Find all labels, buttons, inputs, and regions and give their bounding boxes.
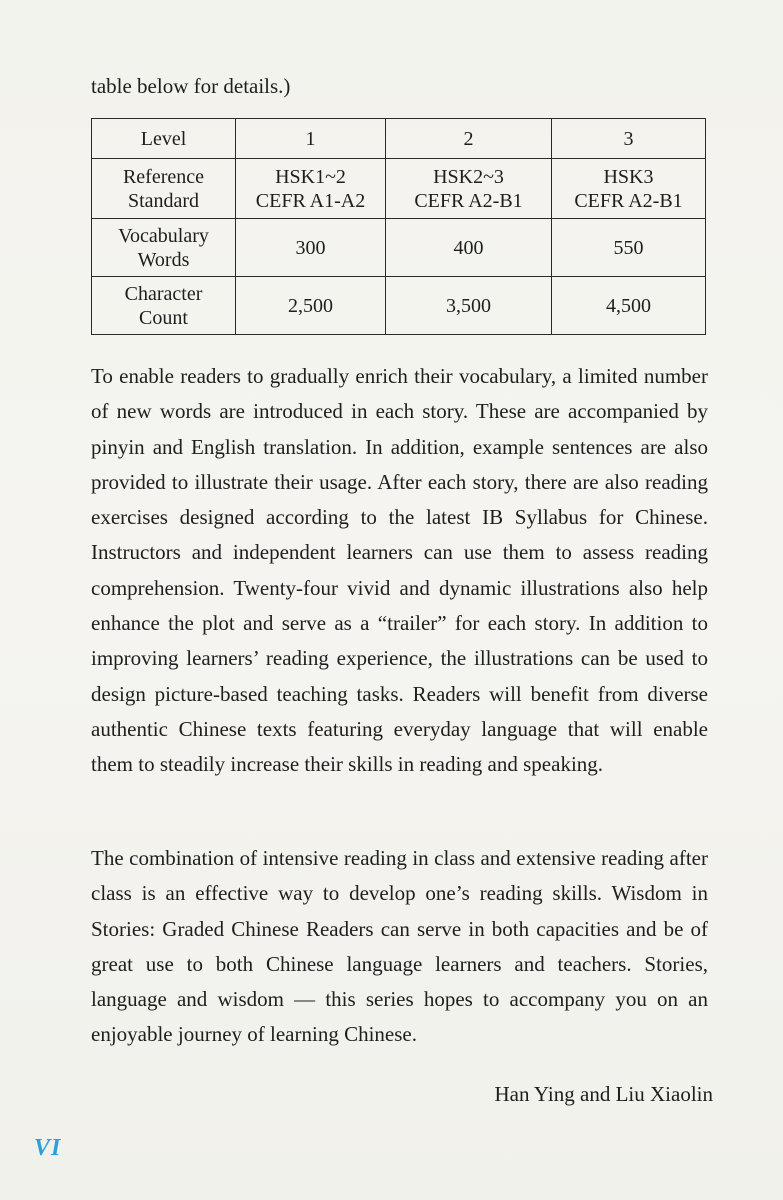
table-header-row [92,119,706,159]
paragraph-vocabulary: To enable readers to gradually enrich their vocabulary, a limited number of new words are introduced in each story. These are accompanied by pinyin and English translation. In addition, example sentences are also provided to illustrate their usage. After each story, there are also reading exercises designed according to the latest IB Syllabus for Chinese. Instructors and independent learners can use them to assess reading comprehension. Twenty-four vivid and dynamic illustrations also help enhance the plot and serve as a “trailer” for each story. In addition to improving learners’ reading experience, the illustrations can be used to design picture-based teaching tasks. Readers will benefit from diverse authentic Chinese texts featuring everyday language that will enable them to steadily increase their skills in reading and speaking. [91,364,708,777]
cell-line-cefr: CEFR A2-B1 [414,189,523,212]
table-cell: 2,500 [236,277,386,335]
table-cell: 4,500 [552,277,706,335]
table-cell: 550 [552,219,706,277]
paragraph-reading-combination: The combination of intensive reading in class and extensive reading after class is an effective way to develop one’s reading skills. Wisdom in Stories: Graded Chinese Readers can serve in both capacities and be of great use to both Chinese language learners and teachers. Stories, language and wisdom — this series hopes to accompany you on an enjoyable journey of learning Chinese. [91,846,708,1047]
cell-line-hsk: HSK3 [603,165,654,188]
row-label-line: Words [137,248,190,271]
table-cell: 400 [386,219,552,277]
header-cell-2: 2 [386,119,552,159]
header-cell-3: 3 [552,119,706,159]
table-cell: 300 [236,219,386,277]
row-label-line: Count [139,306,188,329]
cell-line-hsk: HSK1~2 [275,165,346,188]
row-label-line: Reference [122,165,205,188]
row-label-cell [92,219,236,277]
table-row-character-count [92,277,706,335]
row-label-line: Vocabulary [118,224,209,247]
author-signature: Han Ying and Liu Xiaolin [494,1082,713,1106]
level-table [91,118,706,335]
intro-line: table below for details.) [91,74,291,98]
header-cell-1: 1 [236,119,386,159]
table-cell [552,159,706,219]
table-cell [386,159,552,219]
cell-line-hsk: HSK2~3 [433,165,504,188]
cell-line-cefr: CEFR A2-B1 [574,189,683,212]
table-row-vocabulary-words [92,219,706,277]
row-label-line: Standard [127,189,200,212]
table-row-reference-standard [92,159,706,219]
table-cell: 3,500 [386,277,552,335]
row-label-cell [92,159,236,219]
page-number: VI [34,1135,62,1161]
row-label-line: Character [124,282,203,305]
header-cell-level: Level [92,119,236,159]
row-label-cell [92,277,236,335]
cell-line-cefr: CEFR A1-A2 [255,189,366,212]
table-cell [236,159,386,219]
